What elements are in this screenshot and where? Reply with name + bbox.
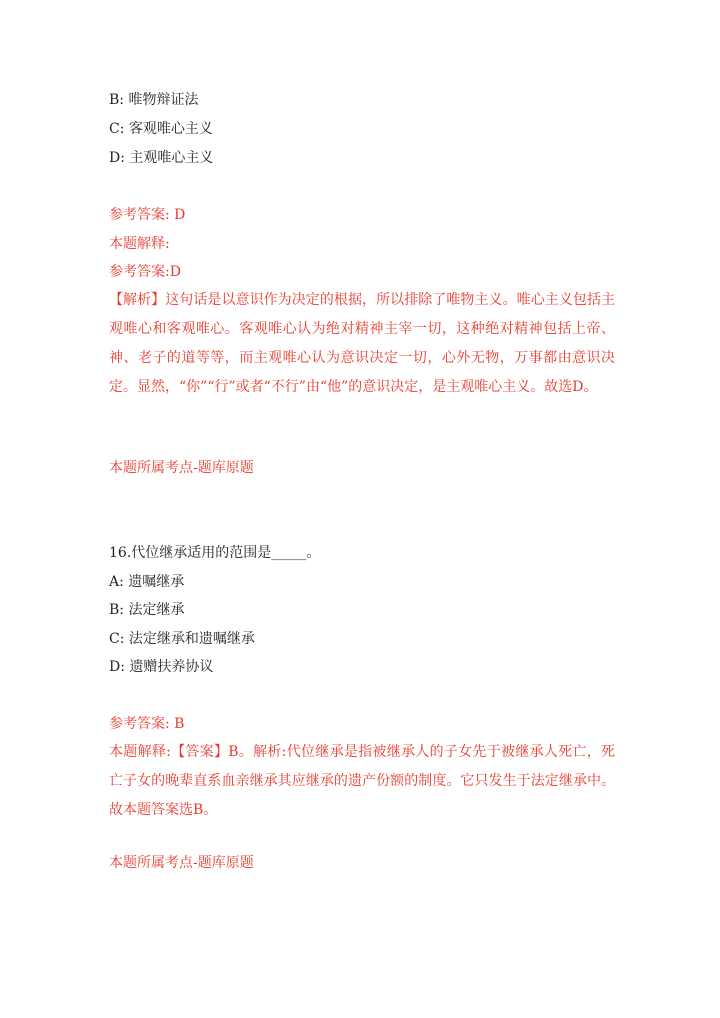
- q16-option-c: C: 法定继承和遗嘱继承: [109, 631, 255, 647]
- q15-answer-repeat: 参考答案:D: [109, 264, 181, 280]
- q16-explanation: 本题解释:【答案】B。解析:代位继承是指被继承人的子女先于被继承人死亡，死亡子女的晚辈直系血亲继承其应继承的遗产份额的制度。它只发生于法定继承中。故本题答案选B。: [109, 744, 615, 818]
- q15-option-c: C: 客观唯心主义: [109, 121, 213, 137]
- q16-question: 16.代位继承适用的范围是_____。: [109, 545, 321, 561]
- q16-answer: 参考答案: B: [109, 716, 185, 732]
- q16-option-b: B: 法定继承: [109, 602, 185, 618]
- q16-option-d: D: 遗赠扶养协议: [109, 659, 214, 675]
- q16-source: 本题所属考点-题库原题: [109, 855, 254, 871]
- q15-explanation-label: 本题解释:: [109, 236, 170, 252]
- q15-analysis: 【解析】这句话是以意识作为决定的根据，所以排除了唯物主义。唯心主义包括主观唯心和客观唯心。客观唯心认为绝对精神主宰一切，这种绝对精神包括上帝、神、老子的道等等，而主观唯心认为意识决定一切，心外无物，万事都由意识决定。显然，“你”“行”或者“不行”由“他”的意识决定，是主观唯心主义。故选D。: [109, 292, 615, 395]
- q15-source: 本题所属考点-题库原题: [109, 460, 254, 476]
- q15-option-b: B: 唯物辩证法: [109, 92, 199, 108]
- q16-option-a: A: 遗嘱继承: [109, 574, 185, 590]
- q15-option-d: D: 主观唯心主义: [109, 150, 214, 166]
- q15-answer: 参考答案: D: [109, 207, 186, 223]
